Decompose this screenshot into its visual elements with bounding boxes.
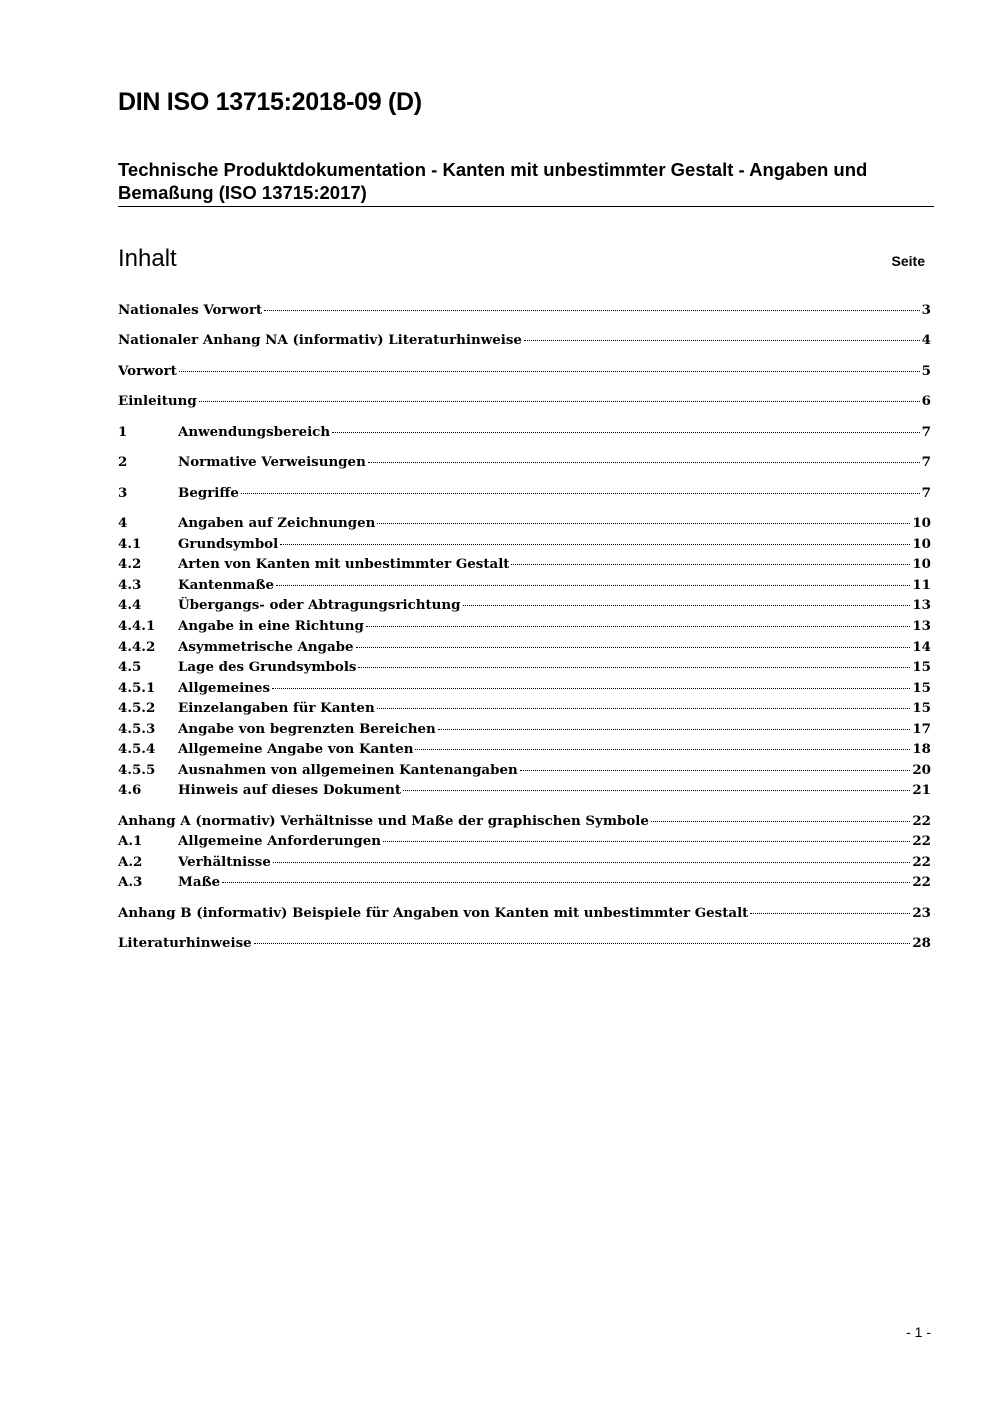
toc-entry-label: Maße bbox=[178, 874, 221, 890]
toc-entry-page: 28 bbox=[912, 935, 931, 951]
toc-entry[interactable] bbox=[118, 813, 931, 833]
toc-entry[interactable] bbox=[118, 762, 931, 782]
toc-entry-page: 22 bbox=[912, 854, 931, 870]
table-of-contents bbox=[118, 0, 931, 1000]
toc-entry-label: Hinweis auf dieses Dokument bbox=[178, 782, 402, 798]
toc-leader-dots bbox=[272, 688, 910, 689]
toc-entry-number: 4.1 bbox=[118, 536, 142, 552]
toc-entry[interactable] bbox=[118, 905, 931, 925]
toc-entry[interactable] bbox=[118, 536, 931, 556]
toc-entry-number: 4.5.5 bbox=[118, 762, 156, 778]
toc-entry-label: Begriffe bbox=[178, 485, 239, 501]
toc-entry-page: 20 bbox=[912, 762, 931, 778]
toc-entry[interactable] bbox=[118, 618, 931, 638]
toc-entry-label: Angabe in eine Richtung bbox=[178, 618, 364, 634]
toc-entry-page: 15 bbox=[912, 680, 931, 696]
toc-entry[interactable] bbox=[118, 363, 931, 383]
toc-leader-dots bbox=[520, 770, 911, 771]
toc-entry-label: Nationaler Anhang NA (informativ) Literaturhinweise bbox=[118, 332, 522, 348]
toc-entry-page: 22 bbox=[912, 874, 931, 890]
toc-entry-number: A.3 bbox=[118, 874, 143, 890]
toc-entry[interactable] bbox=[118, 424, 931, 444]
toc-entry-page: 15 bbox=[912, 700, 931, 716]
toc-leader-dots bbox=[254, 943, 911, 944]
toc-entry[interactable] bbox=[118, 741, 931, 761]
toc-entry[interactable] bbox=[118, 556, 931, 576]
toc-entry[interactable] bbox=[118, 700, 931, 720]
toc-entry-number: 4.2 bbox=[118, 556, 142, 572]
toc-entry-number: 3 bbox=[118, 485, 128, 501]
toc-entry[interactable] bbox=[118, 721, 931, 741]
toc-entry[interactable] bbox=[118, 332, 931, 352]
toc-leader-dots bbox=[273, 862, 911, 863]
toc-leader-dots bbox=[415, 749, 910, 750]
toc-entry-page: 7 bbox=[921, 424, 931, 440]
toc-entry-page: 5 bbox=[921, 363, 931, 379]
toc-entry-label: Angabe von begrenzten Bereichen bbox=[178, 721, 436, 737]
toc-entry[interactable] bbox=[118, 874, 931, 894]
toc-entry-label: Lage des Grundsymbols bbox=[178, 659, 357, 675]
toc-leader-dots bbox=[368, 462, 920, 463]
toc-entry-label: Angaben auf Zeichnungen bbox=[178, 515, 376, 531]
toc-entry[interactable] bbox=[118, 597, 931, 617]
toc-entry-label: Übergangs- oder Abtragungsrichtung bbox=[178, 597, 461, 613]
toc-entry-page: 6 bbox=[921, 393, 931, 409]
toc-entry[interactable] bbox=[118, 302, 931, 322]
toc-leader-dots bbox=[332, 432, 920, 433]
toc-entry-label: Allgemeines bbox=[178, 680, 271, 696]
toc-entry-number: 2 bbox=[118, 454, 128, 470]
toc-entry-label: Kantenmaße bbox=[178, 577, 275, 593]
toc-entry-number: 4.4 bbox=[118, 597, 142, 613]
toc-entry[interactable] bbox=[118, 935, 931, 955]
toc-entry-page: 21 bbox=[912, 782, 931, 798]
toc-entry-page: 7 bbox=[921, 485, 931, 501]
toc-entry-page: 11 bbox=[912, 577, 931, 593]
toc-entry-page: 17 bbox=[912, 721, 931, 737]
toc-entry-label: Einleitung bbox=[118, 393, 197, 409]
toc-entry-number: 4.4.1 bbox=[118, 618, 156, 634]
toc-entry[interactable] bbox=[118, 515, 931, 535]
toc-entry-number: 4.4.2 bbox=[118, 639, 156, 655]
toc-entry-label: Vorwort bbox=[118, 363, 177, 379]
toc-entry-number: 4.5.4 bbox=[118, 741, 156, 757]
toc-entry-number: 4.5 bbox=[118, 659, 142, 675]
toc-leader-dots bbox=[280, 544, 910, 545]
toc-entry-page: 13 bbox=[912, 618, 931, 634]
toc-entry[interactable] bbox=[118, 393, 931, 413]
toc-entry[interactable] bbox=[118, 454, 931, 474]
document-title: DIN ISO 13715:2018-09 (D) bbox=[118, 88, 422, 116]
toc-leader-dots bbox=[403, 790, 910, 791]
toc-leader-dots bbox=[377, 708, 911, 709]
toc-entry[interactable] bbox=[118, 680, 931, 700]
toc-leader-dots bbox=[199, 401, 920, 402]
toc-entry-label: Grundsymbol bbox=[178, 536, 279, 552]
toc-entry-number: 4.5.1 bbox=[118, 680, 156, 696]
toc-entry-page: 22 bbox=[912, 813, 931, 829]
toc-entry[interactable] bbox=[118, 577, 931, 597]
toc-leader-dots bbox=[179, 371, 920, 372]
toc-entry-page: 3 bbox=[921, 302, 931, 318]
toc-leader-dots bbox=[356, 647, 911, 648]
toc-leader-dots bbox=[366, 626, 911, 627]
toc-page-column-label: Seite bbox=[891, 253, 925, 269]
toc-entry-number: A.1 bbox=[118, 833, 143, 849]
toc-heading: Inhalt bbox=[118, 245, 177, 272]
toc-entry-label: Nationales Vorwort bbox=[118, 302, 263, 318]
toc-leader-dots bbox=[241, 493, 920, 494]
toc-entry-label: Anhang B (informativ) Beispiele für Angaben von Kanten mit unbestimmter Gestalt bbox=[118, 905, 749, 921]
toc-entry-page: 22 bbox=[912, 833, 931, 849]
toc-entry-label: Anhang A (normativ) Verhältnisse und Maße der graphischen Symbole bbox=[118, 813, 649, 829]
toc-leader-dots bbox=[651, 821, 910, 822]
toc-entry-number: 4.3 bbox=[118, 577, 142, 593]
toc-entry-page: 10 bbox=[912, 556, 931, 572]
toc-leader-dots bbox=[276, 585, 910, 586]
page-number: - 1 - bbox=[906, 1324, 931, 1340]
toc-leader-dots bbox=[383, 841, 910, 842]
toc-entry[interactable] bbox=[118, 782, 931, 802]
toc-leader-dots bbox=[377, 523, 910, 524]
toc-entry-number: 4 bbox=[118, 515, 128, 531]
toc-entry-page: 10 bbox=[912, 536, 931, 552]
toc-entry-label: Verhältnisse bbox=[178, 854, 271, 870]
toc-entry-page: 15 bbox=[912, 659, 931, 675]
toc-entry-label: Ausnahmen von allgemeinen Kantenangaben bbox=[178, 762, 518, 778]
toc-entry-number: 4.6 bbox=[118, 782, 142, 798]
toc-entry-page: 7 bbox=[921, 454, 931, 470]
toc-entry-number: A.2 bbox=[118, 854, 143, 870]
toc-leader-dots bbox=[264, 310, 919, 311]
toc-entry-page: 13 bbox=[912, 597, 931, 613]
toc-entry[interactable] bbox=[118, 659, 931, 679]
toc-entry-label: Literaturhinweise bbox=[118, 935, 252, 951]
toc-entry-page: 4 bbox=[921, 332, 931, 348]
toc-entry-number: 4.5.3 bbox=[118, 721, 156, 737]
toc-entry-label: Anwendungsbereich bbox=[178, 424, 331, 440]
toc-entry-label: Arten von Kanten mit unbestimmter Gestalt bbox=[178, 556, 510, 572]
toc-leader-dots bbox=[524, 340, 920, 341]
toc-entry-page: 10 bbox=[912, 515, 931, 531]
toc-entry[interactable] bbox=[118, 854, 931, 874]
toc-entry[interactable] bbox=[118, 833, 931, 853]
toc-entry-page: 23 bbox=[912, 905, 931, 921]
toc-leader-dots bbox=[511, 564, 910, 565]
toc-leader-dots bbox=[438, 729, 911, 730]
toc-entry-number: 1 bbox=[118, 424, 128, 440]
toc-leader-dots bbox=[463, 605, 911, 606]
toc-entry-label: Normative Verweisungen bbox=[178, 454, 366, 470]
toc-entry-page: 14 bbox=[912, 639, 931, 655]
toc-entry-label: Allgemeine Angabe von Kanten bbox=[178, 741, 414, 757]
toc-entry-number: 4.5.2 bbox=[118, 700, 156, 716]
toc-entry-page: 18 bbox=[912, 741, 931, 757]
document-subtitle: Technische Produktdokumentation - Kanten mit unbestimmter Gestalt - Angaben und Bemaßung (ISO 13715:2017) bbox=[118, 158, 934, 207]
toc-entry-label: Asymmetrische Angabe bbox=[178, 639, 354, 655]
toc-leader-dots bbox=[222, 882, 910, 883]
toc-leader-dots bbox=[358, 667, 910, 668]
toc-entry[interactable] bbox=[118, 639, 931, 659]
toc-entry[interactable] bbox=[118, 485, 931, 505]
toc-leader-dots bbox=[750, 913, 910, 914]
toc-entry-label: Allgemeine Anforderungen bbox=[178, 833, 382, 849]
toc-entry-label: Einzelangaben für Kanten bbox=[178, 700, 375, 716]
